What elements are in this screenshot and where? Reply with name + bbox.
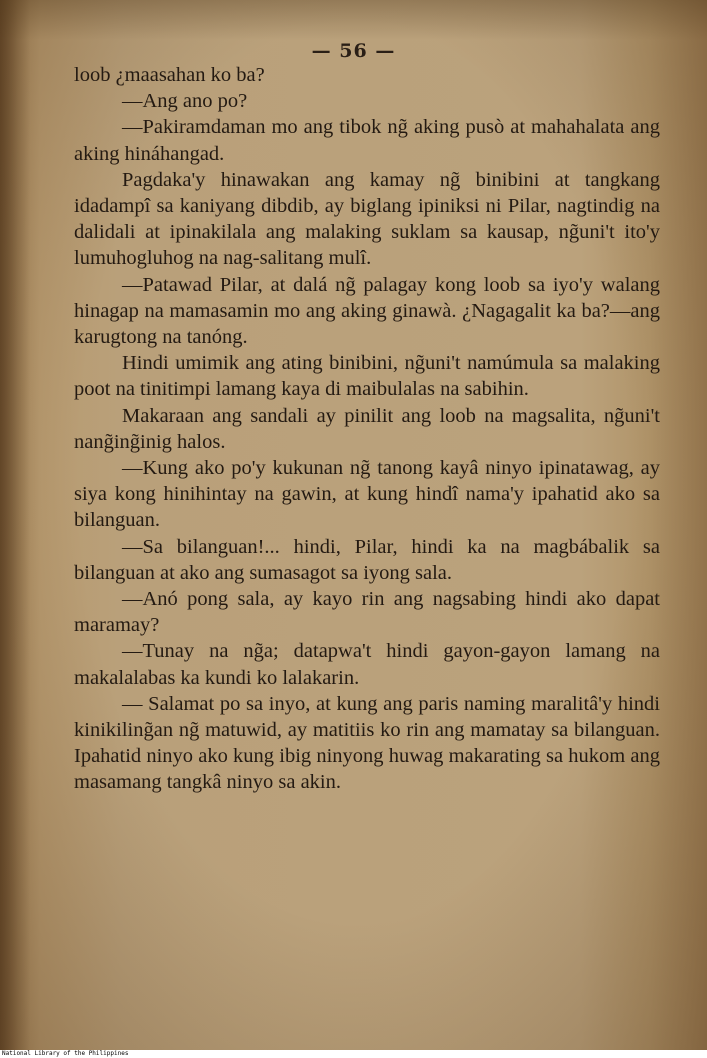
paragraph: loob ¿maasahan ko ba?	[74, 64, 265, 86]
paragraph: Makaraan ang sandali ay pinilit ang loob na magsalita, ng̃uni't nang̃ing̃inig halos.	[74, 404, 660, 453]
paragraph: Hindi umimik ang ating binibini, ng̃uni't namúmula sa malaking poot na tinitimpi lamang kaya di maibulalas na sabihin.	[74, 352, 660, 401]
body-text	[74, 62, 660, 796]
library-credit: National Library of the Philippines	[0, 1050, 707, 1058]
paragraph: —Ang ano po?	[122, 90, 248, 113]
paragraph: —Sa bilanguan!... hindi, Pilar, hindi ka na magbábalik sa bilanguan at ako ang sumasagot sa iyong sala.	[74, 535, 660, 584]
paragraph: — Salamat po sa inyo, at kung ang paris naming maralitâ'y hindi kinikiling̃an ng̃ matuwid, ay matitiis ko rin ang mamatay sa bilanguan. Ipahatid ninyo ako kung ibig ninyong huwag makarating sa hukom ang masamang tangkâ ninyo sa akin.	[74, 692, 660, 794]
paragraph: —Pakiramdaman mo ang tibok ng̃ aking pusò at mahahalata ang aking hináhangad.	[74, 116, 660, 165]
page-number: — 56 —	[311, 40, 396, 62]
paragraph: —Patawad Pilar, at dalá ng̃ palagay kong loob sa iyo'y walang hinagap na mamasamin mo ang aking ginawà. ¿Nagagalit ka ba?—ang karugtong na tanóng.	[74, 273, 660, 349]
paragraph: —Anó pong sala, ay kayo rin ang nagsabing hindi ako dapat maramay?	[74, 588, 660, 637]
paragraph: Pagdaka'y hinawakan ang kamay ng̃ binibini at tangkang idadampî sa kaniyang dibdib, ay biglang ipiniksi ni Pilar, nagtindig na dalidali at ipinakilala ang malaking suklam sa kausap, ng̃uni't ito'y lumuhogluhog na nag-salitang mulî.	[74, 168, 660, 270]
paragraph: —Tunay na ng̃a; datapwa't hindi gayon-gayon lamang na makalalabas ka kundi ko lalakarin.	[74, 640, 660, 689]
paragraph: —Kung ako po'y kukunan ng̃ tanong kayâ ninyo ipinatawag, ay siya kong hinihintay na gawin, at kung hindî nama'y ipahatid ako sa bilanguan.	[74, 457, 660, 532]
